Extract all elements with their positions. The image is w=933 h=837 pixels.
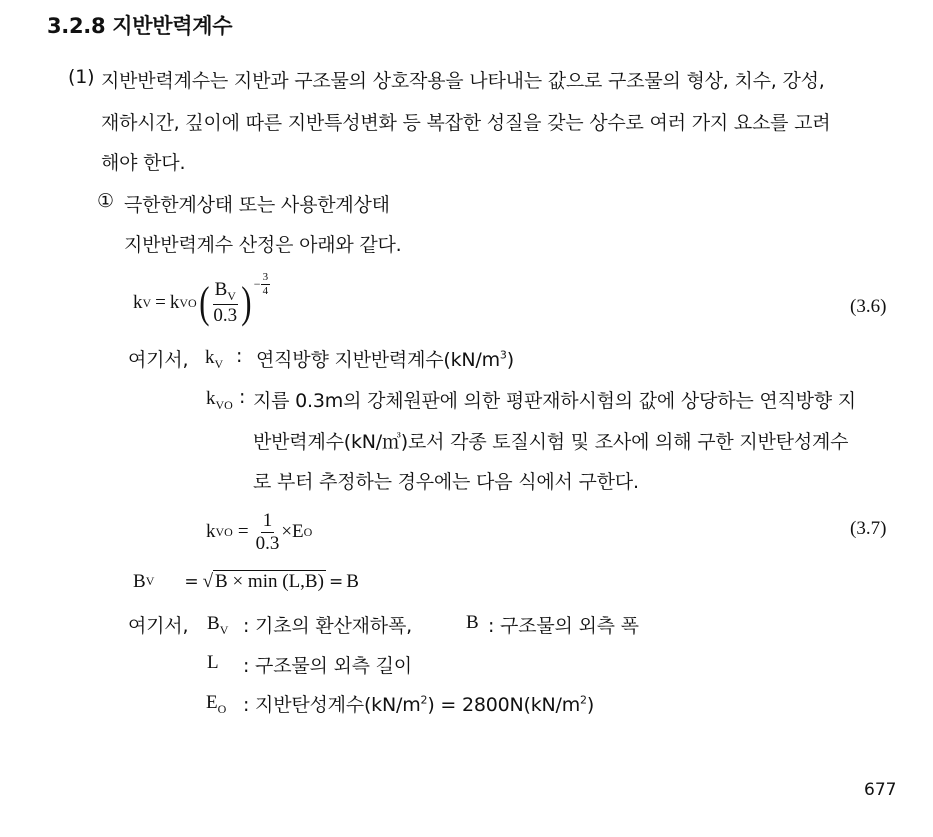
eq-tag-3-6: (3.6) bbox=[850, 296, 887, 317]
para-line-2: 재하시간, 깊이에 따른 지반특성변화 등 복잡한 성질을 갖는 상수로 여러 가지 요소를 고려 bbox=[101, 112, 831, 134]
where-label-1: 여기서, bbox=[128, 349, 189, 371]
eq36-sub-vo: VO bbox=[179, 295, 197, 310]
eq36-num: B bbox=[214, 279, 228, 301]
bv-symbol: $B_V$ bbox=[207, 613, 229, 637]
kvo-symbol: $k_{VO}$ bbox=[206, 388, 233, 412]
equation-3-6 bbox=[133, 273, 270, 333]
eq36-exp-den: 4 bbox=[262, 284, 269, 297]
eq36-equals: = bbox=[155, 292, 166, 313]
eq36-num-sub: V bbox=[227, 289, 236, 304]
eo-description: : 지반탄성계수$(kN/m^2) = 2800N(kN/m^2)$ bbox=[243, 693, 595, 716]
eq36-exp-num: 3 bbox=[262, 271, 269, 283]
left-paren: ( bbox=[198, 278, 210, 327]
kvo-line-1: 지름 0.3m의 강체원판에 의한 평판재하시험의 값에 상당하는 연직방향 지 bbox=[253, 390, 856, 412]
eq37-num: 1 bbox=[262, 509, 273, 531]
para-number: (1) bbox=[68, 66, 95, 88]
equation-bv: B V = √ B × min (L,B) = B bbox=[133, 570, 359, 592]
para-line-3: 해야 한다. bbox=[101, 152, 186, 174]
kv-description: 연직방향 지반반력계수$(kN/m^3)$ bbox=[256, 348, 514, 371]
kvo-colon: : bbox=[239, 386, 246, 408]
eq36-sub-v: V bbox=[142, 295, 152, 310]
equation-3-7: k VO = $\frac{1}{0.3}$ × E O bbox=[206, 509, 313, 554]
kvo-line-3: 로 부터 추정하는 경우에는 다음 식에서 구한다. bbox=[253, 471, 639, 493]
eq36-k2: k bbox=[169, 292, 180, 313]
section-heading: 3.2.8 지반반력계수 bbox=[47, 14, 233, 38]
eq36-exponent bbox=[254, 271, 270, 297]
eq37-den: 0.3 bbox=[255, 532, 280, 554]
bv-description: : 기초의 환산재하폭, bbox=[243, 615, 412, 637]
item-marker: ① bbox=[97, 190, 114, 212]
page-number: 677 bbox=[864, 780, 897, 800]
l-description: : 구조물의 외측 길이 bbox=[243, 655, 412, 677]
kvo-line-2: 반반력계수(kN/㎥)로서 각종 토질시험 및 조사에 의해 구한 지반탄성계수 bbox=[253, 431, 849, 453]
item-subtitle: 지반반력계수 산정은 아래와 같다. bbox=[124, 234, 402, 256]
right-paren: ) bbox=[241, 278, 252, 327]
b-symbol: B bbox=[466, 612, 479, 633]
eq37-times: × bbox=[281, 521, 293, 542]
eq36-den: 0.3 bbox=[213, 304, 238, 326]
eq37-E: E bbox=[292, 521, 304, 542]
kv-colon: : bbox=[236, 345, 243, 367]
eq37-fraction bbox=[254, 510, 282, 555]
eq37-E-sub: O bbox=[303, 524, 313, 539]
eo-symbol: $E_O$ bbox=[206, 692, 227, 716]
item-title: 극한한계상태 또는 사용한계상태 bbox=[124, 194, 390, 216]
eq36-fraction bbox=[211, 279, 239, 326]
sqrt-content: B × min (L,B) bbox=[215, 571, 324, 592]
eq36-k: k bbox=[133, 292, 143, 313]
eq-tag-3-7: (3.7) bbox=[850, 518, 887, 539]
where-label-2: 여기서, bbox=[128, 615, 189, 637]
l-symbol: L bbox=[207, 652, 219, 673]
b-description: : 구조물의 외측 폭 bbox=[488, 615, 639, 637]
eq36-exp-sign: − bbox=[253, 276, 261, 291]
para-line-1: 지반반력계수는 지반과 구조물의 상호작용을 나타내는 값으로 구조물의 형상, 치수, 강성, bbox=[101, 70, 825, 92]
kv-symbol: $k_V$ bbox=[205, 347, 224, 371]
